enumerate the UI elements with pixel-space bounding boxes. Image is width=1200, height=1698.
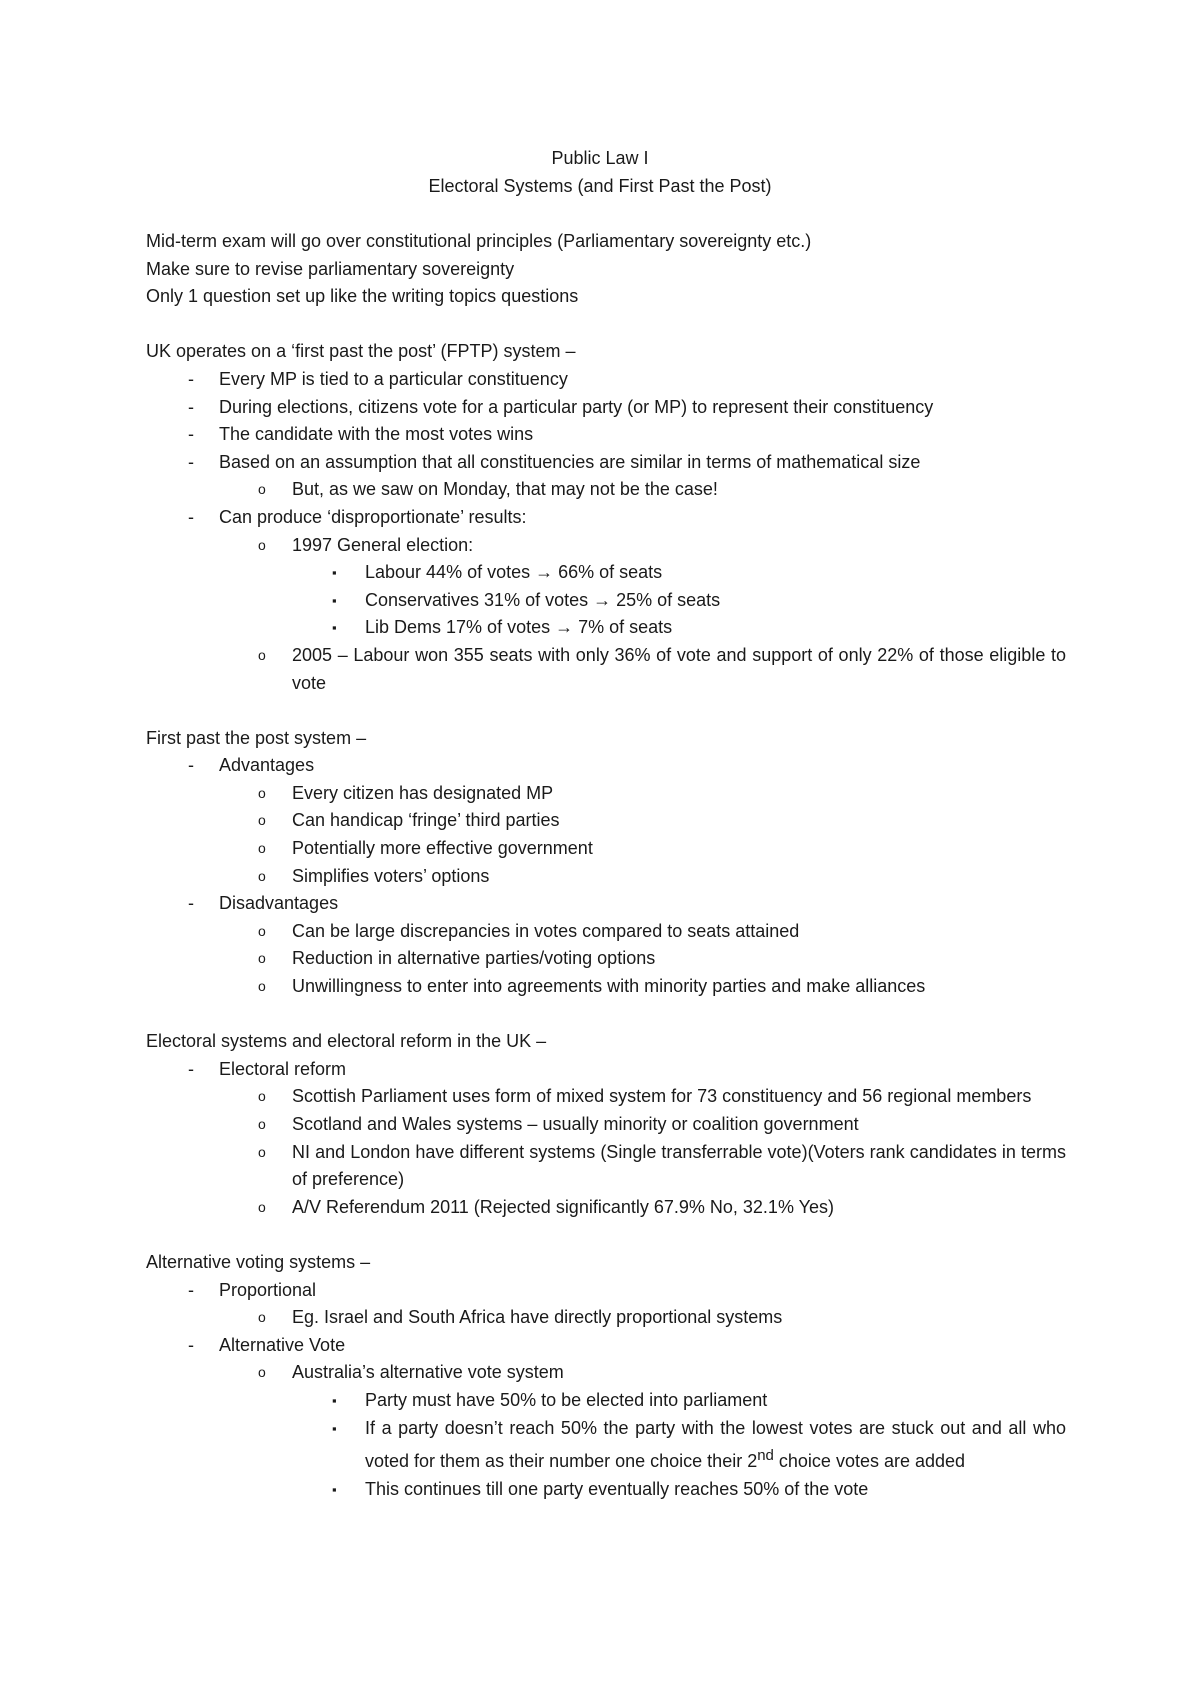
list-item <box>146 918 1066 946</box>
list-item-text: NI and London have different systems (Single transferrable vote)(Voters rank candidates in terms of preference) <box>292 1141 1066 1190</box>
section-heading-fptp-system: First past the post system – <box>146 727 367 748</box>
list-item <box>146 587 1066 615</box>
list-item-text: Every citizen has designated MP <box>292 782 554 803</box>
intro-line-3: Only 1 question set up like the writing topics questions <box>146 286 579 307</box>
list-item <box>146 366 1066 394</box>
list-item <box>146 1111 1066 1139</box>
circle-bullet-icon: o <box>258 481 266 498</box>
circle-bullet-icon: o <box>258 1364 266 1381</box>
list-item-text: Eg. Israel and South Africa have directly proportional systems <box>292 1307 783 1328</box>
circle-bullet-icon: o <box>258 1198 266 1215</box>
circle-bullet-icon: o <box>258 784 266 801</box>
circle-bullet-icon: o <box>258 1088 266 1105</box>
circle-bullet-icon: o <box>258 867 266 884</box>
circle-bullet-icon: o <box>258 950 266 967</box>
title-block <box>0 144 1200 200</box>
list-item <box>146 780 1066 808</box>
list-item-text: Conservatives 31% of votes → 25% of seats <box>365 589 721 610</box>
list-item <box>146 807 1066 835</box>
list-item <box>146 1387 1066 1415</box>
ordinal-suffix: nd <box>757 1447 774 1465</box>
list-item <box>146 476 1066 504</box>
list-item <box>146 752 1066 780</box>
list-item <box>146 1139 1066 1194</box>
list-item-text: Simplifies voters’ options <box>292 865 490 886</box>
list-item-text: A/V Referendum 2011 (Rejected significantly 67.9% No, 32.1% Yes) <box>292 1196 834 1217</box>
square-bullet-icon: ▪ <box>332 592 337 608</box>
list-item-text: But, as we saw on Monday, that may not be the case! <box>292 479 718 500</box>
list-item-text: Scotland and Wales systems – usually minority or coalition government <box>292 1114 859 1134</box>
list-item-text: 1997 General election: <box>292 534 474 555</box>
list-item <box>146 890 1066 918</box>
dash-bullet-icon: - <box>188 451 194 472</box>
list-item <box>146 642 1066 697</box>
square-bullet-icon: ▪ <box>332 565 337 581</box>
list-item-text: Potentially more effective government <box>292 838 593 859</box>
list-item-text: If a party doesn’t reach 50% the party with the lowest votes are stuck out and all who voted for them as their number one choice their 2 <box>365 1417 1066 1472</box>
list-item-text: Can produce ‘disproportionate’ results: <box>219 506 527 527</box>
document-body <box>146 228 1066 1503</box>
circle-bullet-icon: o <box>258 646 266 663</box>
intro-line-2: Make sure to revise parliamentary sovereignty <box>146 258 515 279</box>
list-item <box>146 945 1066 973</box>
list-item-text: Alternative Vote <box>219 1334 346 1355</box>
list-item-text-cont: choice votes are added <box>773 1451 966 1472</box>
list-item-text: Party must have 50% to be elected into parliament <box>365 1389 768 1410</box>
list-item <box>146 421 1066 449</box>
list-item <box>146 449 1066 477</box>
list-item-text: The candidate with the most votes wins <box>219 424 534 445</box>
square-bullet-icon: ▪ <box>332 1420 337 1436</box>
section-heading-alternative: Alternative voting systems – <box>146 1251 371 1272</box>
square-bullet-icon: ▪ <box>332 1392 337 1408</box>
dash-bullet-icon: - <box>188 755 194 776</box>
list-item-text: 2005 – Labour won 355 seats with only 36% of vote and support of only 22% of those eligible to vote <box>292 644 1066 693</box>
list-item <box>146 1277 1066 1305</box>
list-item <box>146 1304 1066 1332</box>
dash-bullet-icon: - <box>188 396 194 417</box>
list-item-text: Scottish Parliament uses form of mixed system for 73 constituency and 56 regional members <box>292 1086 1032 1107</box>
spacer <box>146 1221 1066 1249</box>
circle-bullet-icon: o <box>258 978 266 995</box>
square-bullet-icon: ▪ <box>332 620 337 636</box>
list-item-text: Proportional <box>219 1279 317 1300</box>
list-item <box>146 1476 1066 1504</box>
list-item <box>146 1083 1066 1111</box>
circle-bullet-icon: o <box>258 536 266 553</box>
list-item-text: Lib Dems 17% of votes → 7% of seats <box>365 617 673 638</box>
list-item <box>146 1359 1066 1387</box>
circle-bullet-icon: o <box>258 1116 266 1132</box>
dash-bullet-icon: - <box>188 1334 194 1355</box>
dash-bullet-icon: - <box>188 1058 194 1079</box>
spacer <box>146 697 1066 725</box>
page-subtitle: Electoral Systems (and First Past the Post) <box>428 176 772 196</box>
list-item <box>146 1194 1066 1222</box>
circle-bullet-icon: o <box>258 922 266 939</box>
dash-bullet-icon: - <box>188 893 194 914</box>
list-item <box>146 835 1066 863</box>
dash-bullet-icon: - <box>188 424 194 445</box>
dash-bullet-icon: - <box>188 1279 194 1300</box>
list-item <box>146 1056 1066 1084</box>
list-item <box>146 614 1066 642</box>
square-bullet-icon: ▪ <box>332 1481 337 1497</box>
dash-bullet-icon: - <box>188 368 194 389</box>
list-item-text: This continues till one party eventually reaches 50% of the vote <box>365 1478 869 1499</box>
list-item-text: Can handicap ‘fringe’ third parties <box>292 810 560 831</box>
list-item-text: Unwillingness to enter into agreements with minority parties and make alliances <box>292 976 926 997</box>
list-item-text: Electoral reform <box>219 1058 347 1079</box>
list-item-text: During elections, citizens vote for a particular party (or MP) to represent their constituency <box>219 396 934 417</box>
circle-bullet-icon: o <box>258 1143 266 1160</box>
list-item <box>146 1332 1066 1360</box>
list-item <box>146 1415 1066 1476</box>
list-item-text: Reduction in alternative parties/voting options <box>292 948 656 969</box>
page-title: Public Law I <box>551 148 649 168</box>
intro-line-1: Mid-term exam will go over constitutional principles (Parliamentary sovereignty etc.) <box>146 231 812 251</box>
section-heading-fptp: UK operates on a ‘first past the post’ (FPTP) system – <box>146 341 576 362</box>
circle-bullet-icon: o <box>258 1309 266 1326</box>
list-item-text: Advantages <box>219 755 315 776</box>
circle-bullet-icon: o <box>258 812 266 829</box>
list-item <box>146 559 1066 587</box>
spacer <box>146 1001 1066 1029</box>
dash-bullet-icon: - <box>188 506 194 527</box>
list-item-text: Labour 44% of votes → 66% of seats <box>365 562 663 583</box>
list-item <box>146 504 1066 532</box>
section-heading-reform: Electoral systems and electoral reform in the UK – <box>146 1031 547 1052</box>
list-item-text: Based on an assumption that all constituencies are similar in terms of mathematical size <box>219 451 921 472</box>
list-item <box>146 394 1066 422</box>
list-item-text: Every MP is tied to a particular constituency <box>219 368 568 389</box>
list-item <box>146 532 1066 560</box>
list-item-text: Can be large discrepancies in votes compared to seats attained <box>292 920 800 941</box>
list-item-text: Disadvantages <box>219 893 339 914</box>
spacer <box>146 311 1066 339</box>
circle-bullet-icon: o <box>258 840 266 857</box>
list-item <box>146 863 1066 891</box>
list-item <box>146 973 1066 1001</box>
list-item-text: Australia’s alternative vote system <box>292 1362 564 1383</box>
